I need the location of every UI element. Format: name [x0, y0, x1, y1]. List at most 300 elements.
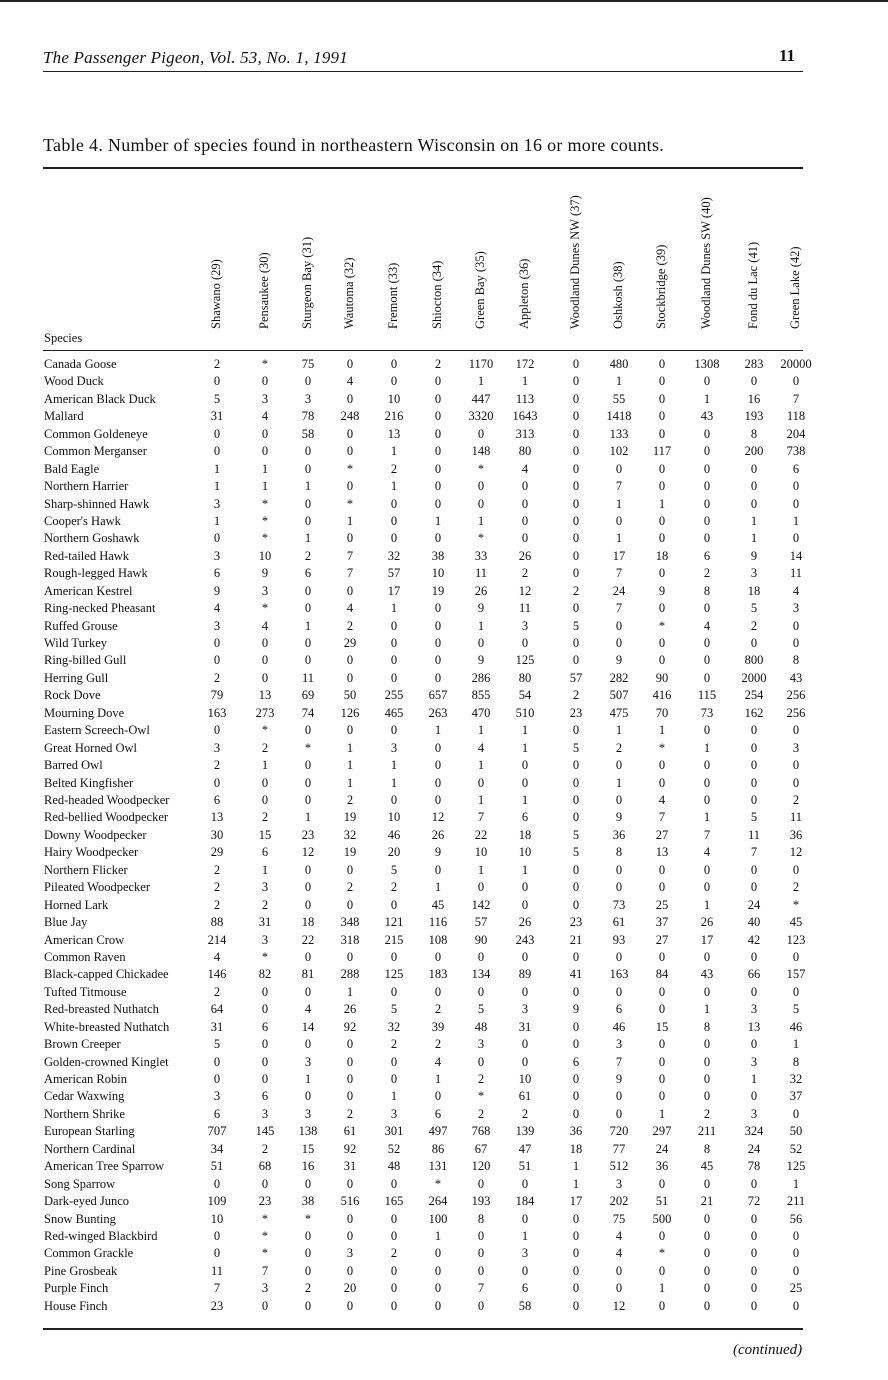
count-cell: 12 — [612, 1298, 626, 1313]
count-cell: 0 — [750, 374, 758, 389]
count-cell: 6 — [434, 1106, 442, 1121]
count-cell: 2 — [304, 1281, 312, 1296]
count-cell: 1170 — [468, 357, 494, 371]
count-cell: 0 — [304, 1246, 312, 1261]
count-cell: 7 — [750, 845, 758, 860]
count-cell: 0 — [572, 461, 580, 476]
count-cell: 254 — [744, 688, 764, 703]
count-cell: 0 — [434, 793, 442, 807]
table-row — [0, 915, 888, 932]
count-cell: 12 — [301, 845, 315, 860]
count-cell: 26 — [518, 915, 532, 930]
count-cell: 0 — [750, 775, 758, 790]
count-cell: 80 — [518, 670, 532, 685]
count-cell: 3 — [213, 618, 221, 633]
count-cell: 1 — [261, 862, 269, 877]
species-name: Common Merganser — [44, 444, 147, 459]
column-header-label: Woodland Dunes NW (37) — [568, 195, 582, 329]
count-cell: 0 — [792, 531, 800, 546]
count-cell: 8 — [703, 1019, 711, 1034]
table-top-rule — [43, 167, 803, 169]
count-cell: 77 — [612, 1141, 626, 1156]
count-cell: 1 — [477, 374, 485, 389]
count-cell: 1418 — [606, 409, 632, 424]
count-cell: 301 — [384, 1124, 404, 1139]
count-cell: 0 — [615, 1281, 623, 1296]
count-cell: 6 — [521, 810, 529, 825]
count-cell: 0 — [703, 1246, 711, 1261]
count-cell: 30 — [210, 827, 224, 842]
count-cell: 0 — [434, 426, 442, 441]
count-cell: 0 — [261, 374, 269, 389]
count-cell: 134 — [471, 967, 491, 982]
count-cell: 0 — [658, 1263, 666, 1278]
count-cell: 0 — [658, 1176, 666, 1191]
count-cell: 0 — [477, 1054, 485, 1069]
count-cell: 8 — [703, 1141, 711, 1156]
table-row — [0, 427, 888, 444]
count-cell: 20000 — [780, 357, 812, 371]
count-cell: 19 — [343, 845, 357, 860]
count-cell: 5 — [477, 1002, 485, 1017]
count-cell: 0 — [615, 880, 623, 895]
count-cell: 0 — [304, 1176, 312, 1191]
count-cell: 0 — [346, 391, 354, 406]
count-cell: 0 — [521, 758, 529, 773]
count-cell: 3 — [213, 1089, 221, 1104]
count-cell: 193 — [744, 409, 764, 424]
count-cell: 1 — [261, 758, 269, 773]
count-cell: 1 — [521, 374, 529, 389]
count-cell: 0 — [703, 1263, 711, 1278]
count-cell: 0 — [477, 1298, 485, 1313]
count-cell: 204 — [786, 426, 806, 441]
count-cell: 1 — [792, 1176, 800, 1191]
count-cell: 183 — [428, 967, 448, 982]
count-cell: 0 — [521, 513, 529, 528]
count-cell: 0 — [615, 949, 623, 964]
count-cell: 72 — [747, 1194, 761, 1209]
count-cell: 75 — [612, 1211, 626, 1226]
count-cell: 0 — [572, 1037, 580, 1052]
count-cell: 0 — [703, 653, 711, 668]
count-cell: 1 — [572, 1159, 580, 1174]
count-cell: 4 — [434, 1054, 442, 1069]
count-cell: 11 — [747, 827, 761, 842]
count-cell: 1 — [261, 479, 269, 494]
count-cell: 12 — [431, 810, 445, 825]
count-cell: 0 — [521, 496, 529, 511]
count-cell: 50 — [343, 688, 357, 703]
count-cell: 3 — [477, 1037, 485, 1052]
count-cell: 6 — [703, 548, 711, 563]
count-cell: 0 — [346, 479, 354, 494]
table-row — [0, 1107, 888, 1124]
count-cell: 0 — [304, 793, 312, 807]
count-cell: 3 — [390, 1106, 398, 1121]
count-cell: 3 — [261, 583, 269, 598]
count-cell: 3 — [750, 1002, 758, 1017]
page-number: 11 — [779, 46, 796, 65]
count-cell: 0 — [572, 723, 580, 738]
count-cell: 8 — [750, 426, 758, 441]
count-cell: 31 — [210, 1019, 224, 1034]
count-cell: 0 — [615, 1089, 623, 1104]
count-cell: 9 — [750, 548, 758, 563]
count-cell: 0 — [658, 531, 666, 546]
count-cell: 7 — [615, 566, 623, 581]
count-cell: 32 — [789, 1072, 803, 1087]
count-cell: 26 — [518, 548, 532, 563]
count-cell: 318 — [340, 932, 360, 947]
count-cell: 0 — [261, 1176, 269, 1191]
count-cell: 0 — [658, 391, 666, 406]
count-cell: 0 — [390, 723, 398, 738]
count-cell: 0 — [261, 775, 269, 790]
count-cell: 1 — [750, 531, 758, 546]
column-header — [340, 164, 360, 344]
count-cell: 0 — [434, 670, 442, 685]
count-cell: 2 — [213, 758, 221, 773]
count-cell: * — [261, 531, 269, 546]
count-cell: 43 — [700, 409, 714, 424]
table-row — [0, 671, 888, 688]
count-cell: 3 — [261, 391, 269, 406]
count-cell: 148 — [471, 444, 491, 459]
count-cell: 1 — [346, 740, 354, 755]
count-cell: 0 — [572, 880, 580, 895]
count-cell: 16 — [747, 391, 761, 406]
count-cell: 0 — [261, 1002, 269, 1017]
count-cell: 5 — [572, 740, 580, 755]
count-cell: 36 — [789, 827, 803, 842]
species-name: Ruffed Grouse — [44, 618, 118, 633]
count-cell: 0 — [792, 862, 800, 877]
count-cell: 4 — [261, 409, 269, 424]
count-cell: 0 — [390, 670, 398, 685]
count-cell: 0 — [346, 949, 354, 964]
count-cell: 8 — [615, 845, 623, 860]
count-cell: 1 — [390, 775, 398, 790]
species-name: Common Goldeneye — [44, 426, 148, 441]
count-cell: 172 — [515, 357, 535, 371]
species-name: Common Grackle — [44, 1246, 134, 1261]
count-cell: 90 — [655, 670, 669, 685]
count-cell: 6 — [261, 1089, 269, 1104]
count-cell: 0 — [703, 862, 711, 877]
count-cell: 89 — [518, 967, 532, 982]
count-cell: 0 — [434, 391, 442, 406]
count-cell: 51 — [518, 1159, 532, 1174]
count-cell: 0 — [572, 479, 580, 494]
count-cell: 13 — [258, 688, 272, 703]
count-cell: 17 — [569, 1194, 583, 1209]
count-cell: 0 — [304, 583, 312, 598]
count-cell: 0 — [615, 461, 623, 476]
count-cell: 0 — [434, 758, 442, 773]
count-cell: 5 — [213, 391, 221, 406]
column-header — [471, 164, 491, 344]
column-header — [384, 164, 404, 344]
count-cell: 2 — [346, 793, 354, 807]
count-cell: 0 — [658, 1298, 666, 1313]
count-cell: 0 — [572, 793, 580, 807]
count-cell: 0 — [304, 653, 312, 668]
count-cell: * — [477, 1089, 485, 1104]
count-cell: 0 — [213, 723, 221, 738]
count-cell: 82 — [258, 967, 272, 982]
count-cell: 88 — [210, 915, 224, 930]
count-cell: 0 — [390, 1229, 398, 1243]
species-name: Blue Jay — [44, 915, 88, 930]
count-cell: 500 — [652, 1211, 672, 1226]
count-cell: 0 — [213, 653, 221, 668]
count-cell: 0 — [434, 1298, 442, 1313]
column-header-label: Fremont (33) — [386, 262, 400, 329]
species-name: Wild Turkey — [44, 636, 108, 651]
count-cell: 1 — [615, 374, 623, 389]
count-cell: 11 — [789, 810, 803, 825]
count-cell: 9 — [213, 583, 221, 598]
count-cell: 0 — [572, 1229, 580, 1243]
column-header-label: Sturgeon Bay (31) — [300, 236, 314, 329]
count-cell: 93 — [612, 932, 626, 947]
species-name: Hairy Woodpecker — [44, 845, 139, 860]
count-cell: 121 — [384, 915, 404, 930]
count-cell: 7 — [615, 479, 623, 494]
count-cell: 26 — [343, 1002, 357, 1017]
count-cell: 32 — [387, 548, 401, 563]
count-cell: 0 — [346, 357, 354, 371]
count-cell: 2 — [615, 740, 623, 755]
count-cell: 57 — [474, 915, 488, 930]
count-cell: 24 — [747, 897, 761, 912]
count-cell: 0 — [750, 758, 758, 773]
count-cell: 1643 — [512, 409, 538, 424]
count-cell: 0 — [792, 374, 800, 389]
count-cell: 165 — [384, 1194, 404, 1209]
count-cell: 1 — [434, 880, 442, 895]
count-cell: 0 — [658, 1002, 666, 1017]
count-cell: 48 — [474, 1019, 488, 1034]
count-cell: 0 — [261, 793, 269, 807]
species-name: Red-tailed Hawk — [44, 548, 130, 563]
count-cell: 1 — [658, 1281, 666, 1296]
count-cell: 0 — [434, 862, 442, 877]
count-cell: 92 — [343, 1019, 357, 1034]
table-row — [0, 601, 888, 618]
count-cell: 36 — [569, 1124, 583, 1139]
species-name: Tufted Titmouse — [44, 984, 127, 999]
count-cell: 0 — [434, 618, 442, 633]
count-cell: 1 — [703, 740, 711, 755]
count-cell: 0 — [792, 636, 800, 651]
species-name: Golden-crowned Kinglet — [44, 1054, 169, 1069]
count-cell: 256 — [786, 705, 806, 720]
count-cell: 0 — [703, 1298, 711, 1313]
count-cell: 3 — [750, 1054, 758, 1069]
species-name: Eastern Screech-Owl — [44, 723, 150, 738]
species-column-header: Species — [44, 331, 83, 345]
column-header — [428, 164, 448, 344]
count-cell: 0 — [304, 636, 312, 651]
table-row — [0, 1212, 888, 1229]
count-cell: 0 — [572, 636, 580, 651]
count-cell: 0 — [792, 723, 800, 738]
count-cell: 162 — [744, 705, 764, 720]
count-cell: 0 — [304, 496, 312, 511]
count-cell: 480 — [609, 357, 629, 371]
count-cell: 0 — [703, 1176, 711, 1191]
count-cell: 58 — [518, 1298, 532, 1313]
count-cell: 0 — [261, 1054, 269, 1069]
count-cell: 116 — [428, 915, 448, 930]
count-cell: 4 — [346, 374, 354, 389]
count-cell: 81 — [301, 967, 315, 982]
count-cell: 1 — [615, 531, 623, 546]
table-row — [0, 584, 888, 601]
count-cell: 0 — [703, 758, 711, 773]
count-cell: 0 — [572, 1106, 580, 1121]
count-cell: 1 — [346, 775, 354, 790]
count-cell: 0 — [304, 862, 312, 877]
table-row — [0, 863, 888, 880]
count-cell: 3 — [615, 1037, 623, 1052]
column-header-label: Fond du Lac (41) — [746, 241, 760, 329]
count-cell: 0 — [615, 793, 623, 807]
count-cell: 37 — [655, 915, 669, 930]
species-name: Sharp-shinned Hawk — [44, 496, 150, 511]
count-cell: 0 — [750, 793, 758, 807]
count-cell: 5 — [750, 810, 758, 825]
count-cell: 0 — [304, 513, 312, 528]
count-cell: 0 — [658, 758, 666, 773]
count-cell: 255 — [384, 688, 404, 703]
count-cell: 9 — [261, 566, 269, 581]
count-cell: 46 — [387, 827, 401, 842]
count-cell: 1 — [615, 496, 623, 511]
count-cell: 33 — [474, 548, 488, 563]
count-cell: 23 — [258, 1194, 272, 1209]
count-cell: * — [261, 949, 269, 964]
table-row — [0, 1002, 888, 1019]
count-cell: 15 — [301, 1141, 315, 1156]
count-cell: 31 — [518, 1019, 532, 1034]
count-cell: 7 — [477, 1281, 485, 1296]
count-cell: 73 — [612, 897, 626, 912]
count-cell: 0 — [750, 479, 758, 494]
count-cell: 768 — [471, 1124, 491, 1139]
species-name: Song Sparrow — [44, 1176, 116, 1191]
count-cell: 3 — [346, 1246, 354, 1261]
count-cell: * — [261, 723, 269, 738]
count-cell: 3 — [521, 1002, 529, 1017]
count-cell: 10 — [518, 1072, 532, 1087]
table-row — [0, 933, 888, 950]
count-cell: 6 — [261, 845, 269, 860]
count-cell: 1308 — [694, 357, 720, 371]
count-cell: 73 — [700, 705, 714, 720]
count-cell: 0 — [658, 601, 666, 616]
count-cell: 0 — [792, 496, 800, 511]
count-cell: 1 — [213, 513, 221, 528]
count-cell: 36 — [612, 827, 626, 842]
count-cell: 0 — [572, 409, 580, 424]
count-cell: 1 — [434, 1229, 442, 1243]
count-cell: 0 — [261, 444, 269, 459]
table-row — [0, 653, 888, 670]
count-cell: 2 — [213, 357, 221, 371]
table-row — [0, 619, 888, 636]
count-cell: 248 — [340, 409, 360, 424]
count-cell: 8 — [477, 1211, 485, 1226]
count-cell: 102 — [609, 444, 629, 459]
table-row — [0, 1229, 888, 1246]
species-name: American Crow — [44, 932, 125, 947]
species-name: American Kestrel — [44, 583, 133, 598]
count-cell: 1 — [477, 793, 485, 807]
count-cell: * — [261, 1246, 269, 1261]
count-cell: 1 — [521, 723, 529, 738]
count-cell: 0 — [658, 880, 666, 895]
table-row — [0, 409, 888, 426]
count-cell: 0 — [434, 444, 442, 459]
count-cell: 1 — [572, 1176, 580, 1191]
table-row — [0, 723, 888, 740]
count-cell: 0 — [434, 1263, 442, 1278]
count-cell: 92 — [343, 1141, 357, 1156]
species-name: White-breasted Nuthatch — [44, 1019, 170, 1034]
count-cell: 0 — [703, 793, 711, 807]
count-cell: 0 — [390, 1072, 398, 1087]
count-cell: 0 — [572, 984, 580, 999]
count-cell: 0 — [434, 775, 442, 790]
count-cell: 6 — [213, 566, 221, 581]
count-cell: 1 — [477, 758, 485, 773]
count-cell: 7 — [792, 391, 800, 406]
count-cell: 79 — [210, 688, 224, 703]
count-cell: 0 — [658, 461, 666, 476]
count-cell: 2 — [572, 583, 580, 598]
count-cell: 0 — [703, 1089, 711, 1104]
count-cell: 0 — [572, 775, 580, 790]
count-cell: 78 — [301, 409, 315, 424]
count-cell: 1 — [346, 513, 354, 528]
table-row — [0, 950, 888, 967]
count-cell: 0 — [703, 636, 711, 651]
count-cell: 0 — [572, 548, 580, 563]
count-cell: 0 — [658, 653, 666, 668]
count-cell: 0 — [521, 479, 529, 494]
species-name: Snow Bunting — [44, 1211, 116, 1226]
table-row — [0, 1089, 888, 1106]
species-name: Canada Goose — [44, 357, 117, 371]
count-cell: * — [261, 1211, 269, 1226]
count-cell: 13 — [747, 1019, 761, 1034]
count-cell: 9 — [477, 601, 485, 616]
count-cell: 200 — [744, 444, 764, 459]
count-cell: 0 — [346, 1263, 354, 1278]
count-cell: 163 — [609, 967, 629, 982]
count-cell: 348 — [340, 915, 360, 930]
count-cell: 36 — [655, 1159, 669, 1174]
count-cell: 512 — [609, 1159, 629, 1174]
count-cell: 0 — [390, 653, 398, 668]
count-cell: 2 — [750, 618, 758, 633]
species-name: Belted Kingfisher — [44, 775, 134, 790]
count-cell: 29 — [343, 636, 357, 651]
count-cell: 11 — [474, 566, 488, 581]
